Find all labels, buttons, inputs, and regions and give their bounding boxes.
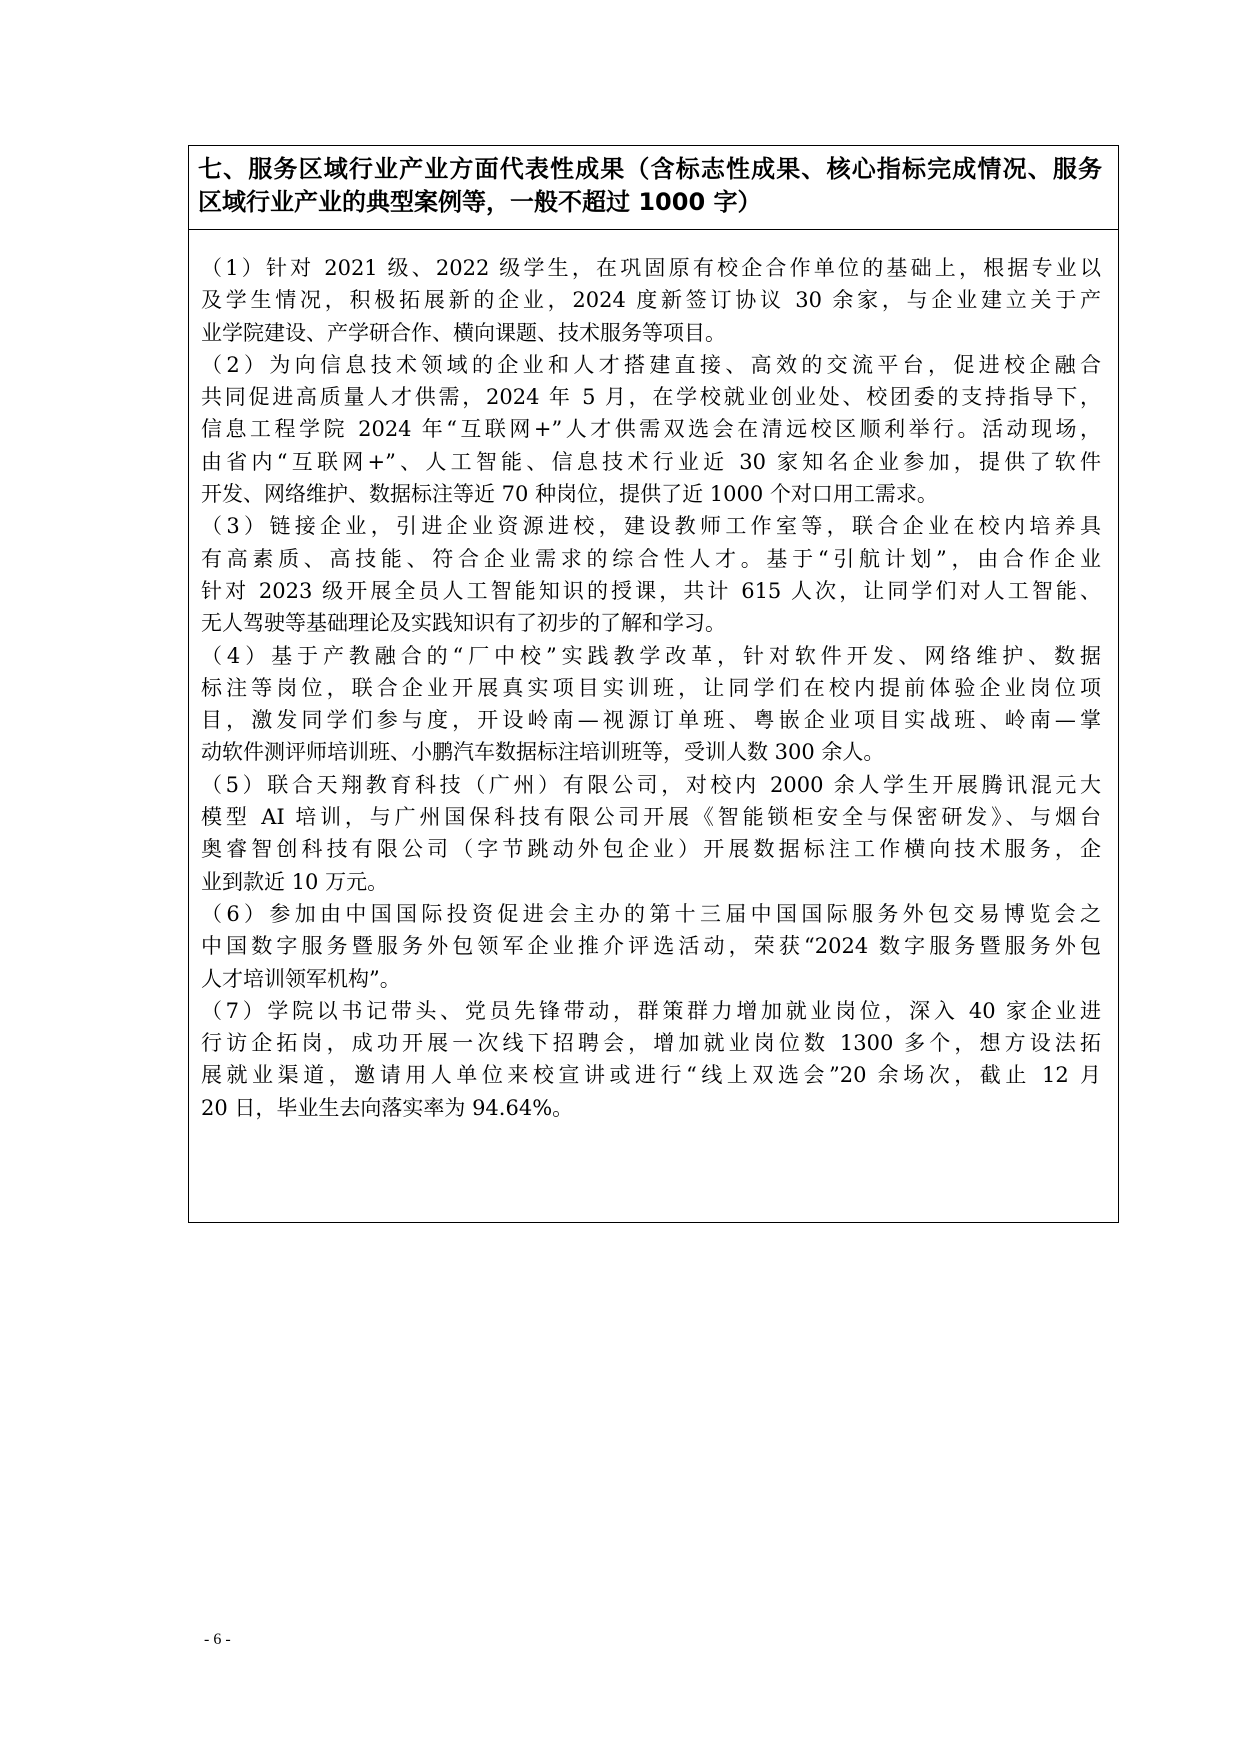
paragraph-line: （2）为向信息技术领域的企业和人才搭建直接、高效的交流平台，促进校企融合 bbox=[201, 352, 1101, 377]
paragraph-line: 有高素质、高技能、符合企业需求的综合性人才。基于“引航计划”，由合作企业 bbox=[201, 546, 1101, 571]
paragraph-5 bbox=[201, 769, 1101, 898]
paragraph-line: 无人驾驶等基础理论及实践知识有了初步的了解和学习。 bbox=[201, 611, 726, 636]
paragraph-line: （5）联合天翔教育科技（广州）有限公司，对校内 2000 余人学生开展腾讯混元大 bbox=[201, 772, 1101, 797]
paragraph-line: 标注等岗位，联合企业开展真实项目实训班，让同学们在校内提前体验企业岗位项 bbox=[201, 675, 1101, 700]
paragraph-line: 奥睿智创科技有限公司（字节跳动外包企业）开展数据标注工作横向技术服务，企 bbox=[201, 837, 1101, 862]
paragraph-1 bbox=[201, 252, 1101, 349]
paragraph-line: 动软件测评师培训班、小鹏汽车数据标注培训班等，受训人数 300 余人。 bbox=[201, 740, 885, 765]
paragraph-2 bbox=[201, 349, 1101, 510]
paragraph-line: （4）基于产教融合的“厂中校”实践教学改革，针对软件开发、网络维护、数据 bbox=[201, 643, 1101, 668]
paragraph-line: 人才培训领军机构”。 bbox=[201, 966, 401, 991]
paragraph-line: 共同促进高质量人才供需，2024 年 5 月，在学校就业创业处、校团委的支持指导下， bbox=[201, 385, 1101, 410]
paragraph-line: 模型 AI 培训，与广州国保科技有限公司开展《智能锁柜安全与保密研发》、与烟台 bbox=[201, 805, 1101, 830]
paragraph-line: （6）参加由中国国际投资促进会主办的第十三届中国国际服务外包交易博览会之 bbox=[201, 901, 1101, 926]
paragraph-line: 中国数字服务暨服务外包领军企业推介评选活动，荣获“2024 数字服务暨服务外包 bbox=[201, 934, 1101, 959]
section-body bbox=[201, 252, 1101, 1124]
paragraph-line: 展就业渠道，邀请用人单位来校宣讲或进行“线上双选会”20 余场次，截止 12 月 bbox=[201, 1063, 1101, 1088]
section-title-line: 区域行业产业的典型案例等，一般不超过 1000 字） bbox=[198, 188, 762, 216]
paragraph-line: 20 日，毕业生去向落实率为 94.64%。 bbox=[201, 1095, 574, 1120]
paragraph-line: （3）链接企业，引进企业资源进校，建设教师工作室等，联合企业在校内培养具 bbox=[201, 514, 1101, 539]
paragraph-line: （1）针对 2021 级、2022 级学生，在巩固原有校企合作单位的基础上，根据专业以 bbox=[201, 256, 1101, 280]
paragraph-line: 信息工程学院 2024 年“互联网+”人才供需双选会在清远校区顺利举行。活动现场， bbox=[201, 417, 1101, 442]
paragraph-7 bbox=[201, 995, 1101, 1124]
section-title-line: 七、服务区域行业产业方面代表性成果（含标志性成果、核心指标完成情况、服务 bbox=[198, 155, 1102, 183]
paragraph-line: 业到款近 10 万元。 bbox=[201, 869, 389, 894]
paragraph-line: 开发、网络维护、数据标注等近 70 种岗位，提供了近 1000 个对口用工需求。 bbox=[201, 482, 938, 507]
paragraph-line: 业学院建设、产学研合作、横向课题、技术服务等项目。 bbox=[201, 320, 726, 345]
paragraph-line: 由省内“互联网+”、人工智能、信息技术行业近 30 家知名企业参加，提供了软件 bbox=[201, 449, 1101, 474]
paragraph-line: 及学生情况，积极拓展新的企业，2024 度新签订协议 30 余家，与企业建立关于产 bbox=[201, 288, 1101, 313]
paragraph-line: （7）学院以书记带头、党员先锋带动，群策群力增加就业岗位，深入 40 家企业进 bbox=[201, 998, 1101, 1023]
section-title bbox=[198, 153, 1102, 219]
paragraph-3 bbox=[201, 510, 1101, 639]
page-number: - 6 - bbox=[204, 1631, 231, 1648]
header-divider bbox=[189, 229, 1118, 230]
paragraph-4 bbox=[201, 640, 1101, 769]
paragraph-line: 目，激发同学们参与度，开设岭南—视源订单班、粤嵌企业项目实战班、岭南—掌 bbox=[201, 708, 1101, 733]
paragraph-6 bbox=[201, 898, 1101, 995]
paragraph-line: 行访企拓岗，成功开展一次线下招聘会，增加就业岗位数 1300 多个，想方设法拓 bbox=[201, 1031, 1101, 1056]
paragraph-line: 针对 2023 级开展全员人工智能知识的授课，共计 615 人次，让同学们对人工智能、 bbox=[201, 578, 1101, 603]
